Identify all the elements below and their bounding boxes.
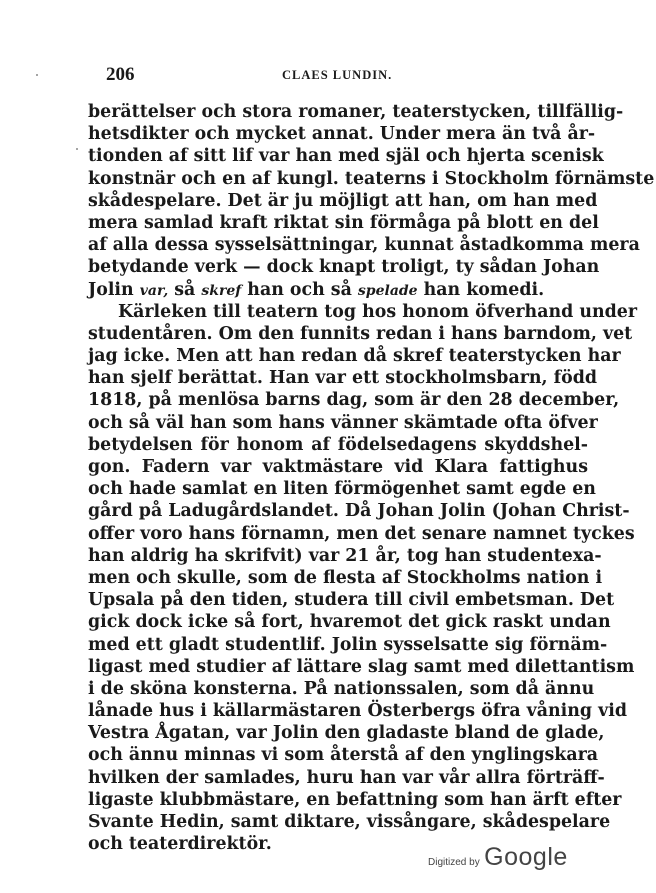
watermark-brand: Google (484, 843, 568, 871)
text-line: tionden af sitt lif var han med själ och hjerta scenisk (88, 146, 604, 167)
text-line: studentåren. Om den funnits redan i hans barndom, vet (88, 323, 633, 344)
text-line: han sjelf berättat. Han var ett stockholmsbarn, född (88, 368, 598, 389)
italic-word-spelade: spelade (357, 282, 418, 299)
page-number: 206 (106, 64, 135, 85)
text-line: jag icke. Men att han redan då skref teaterstycken har (88, 346, 621, 367)
text-line: och så väl han som hans vänner skämtade ofta öfver (88, 412, 598, 433)
text-fragment: han och så (241, 279, 358, 300)
text-line: ligast med studier af lättare slag samt med dilettantism (88, 656, 635, 677)
text-line: 1818, på menlösa barns dag, som är den 28 december, (88, 390, 620, 411)
page-speck (36, 74, 38, 76)
text-line: hvilken der samlades, huru han var vår allra förträff- (88, 767, 605, 788)
text-line: och hade samlat en liten förmögenhet samt egde en (88, 479, 596, 500)
text-line: Svante Hedin, samt diktare, vissångare, skådespelare (88, 812, 611, 832)
body-text (88, 101, 655, 855)
text-line: gon. Fadern var vaktmästare vid Klara fattighus (88, 457, 588, 477)
italic-word-var: var, (139, 282, 169, 299)
text-line: af alla dessa sysselsättningar, kunnat åstadkomma mera (88, 235, 640, 256)
text-line-final: och teaterdirektör. (88, 834, 272, 855)
text-line: skådespelare. Det är ju möjligt att han, om han med (88, 190, 598, 211)
text-line: Vestra Ågatan, var Jolin den gladaste bland de glade, (88, 723, 605, 744)
text-fragment: så (168, 279, 202, 300)
text-line: betydelsen för honom af födelsedagens skyddshel- (88, 434, 588, 455)
watermark-prefix: Digitized by (428, 857, 480, 868)
text-line: konstnär och en af kungl. teaterns i Stockholm förnämste (88, 168, 655, 189)
text-line: betydande verk — dock knapt troligt, ty sådan Johan (88, 257, 600, 278)
text-line: och ännu minnas vi som återstå af den ynglingskara (88, 745, 599, 766)
text-line: gård på Ladugårdslandet. Då Johan Jolin (Johan Christ- (88, 501, 630, 522)
text-line: mera samlad kraft riktat sin förmåga på blott en del (88, 212, 599, 233)
text-line: Upsala på den tiden, studera till civil embetsman. Det (88, 590, 615, 611)
text-line: men och skulle, som de flesta af Stockholms nation i (88, 567, 603, 588)
running-head: CLAES LUNDIN. (282, 68, 393, 82)
page-speck (76, 148, 78, 150)
text-line: berättelser och stora romaner, teaterstycken, tillfällig- (88, 102, 624, 122)
text-fragment: Jolin (88, 279, 140, 300)
text-line: ligaste klubbmästare, en befattning som han ärft efter (88, 789, 622, 810)
text-line-paragraph-start: Kärleken till teatern tog hos honom öfverhand under (118, 301, 637, 322)
text-line: i de sköna konsterna. På nationssalen, som då ännu (88, 678, 595, 699)
text-fragment: han komedi. (417, 279, 545, 300)
italic-word-skref: skref (201, 282, 242, 299)
digitized-by-google-watermark (428, 843, 568, 872)
text-line-paragraph-end (88, 279, 588, 301)
text-line: offer voro hans förnamn, men det senare namnet tyckes (88, 523, 635, 544)
text-line: hetsdikter och mycket annat. Under mera än två år- (88, 124, 596, 145)
text-line: han aldrig ha skrifvit) var 21 år, tog han studentexa- (88, 545, 602, 566)
text-line: lånade hus i källarmästaren Österbergs öfra våning vid (88, 701, 628, 722)
text-line: gick dock icke så fort, hvaremot det gick raskt undan (88, 612, 611, 633)
text-line: med ett gladt studentlif. Jolin sysselsatte sig förnäm- (88, 634, 608, 655)
